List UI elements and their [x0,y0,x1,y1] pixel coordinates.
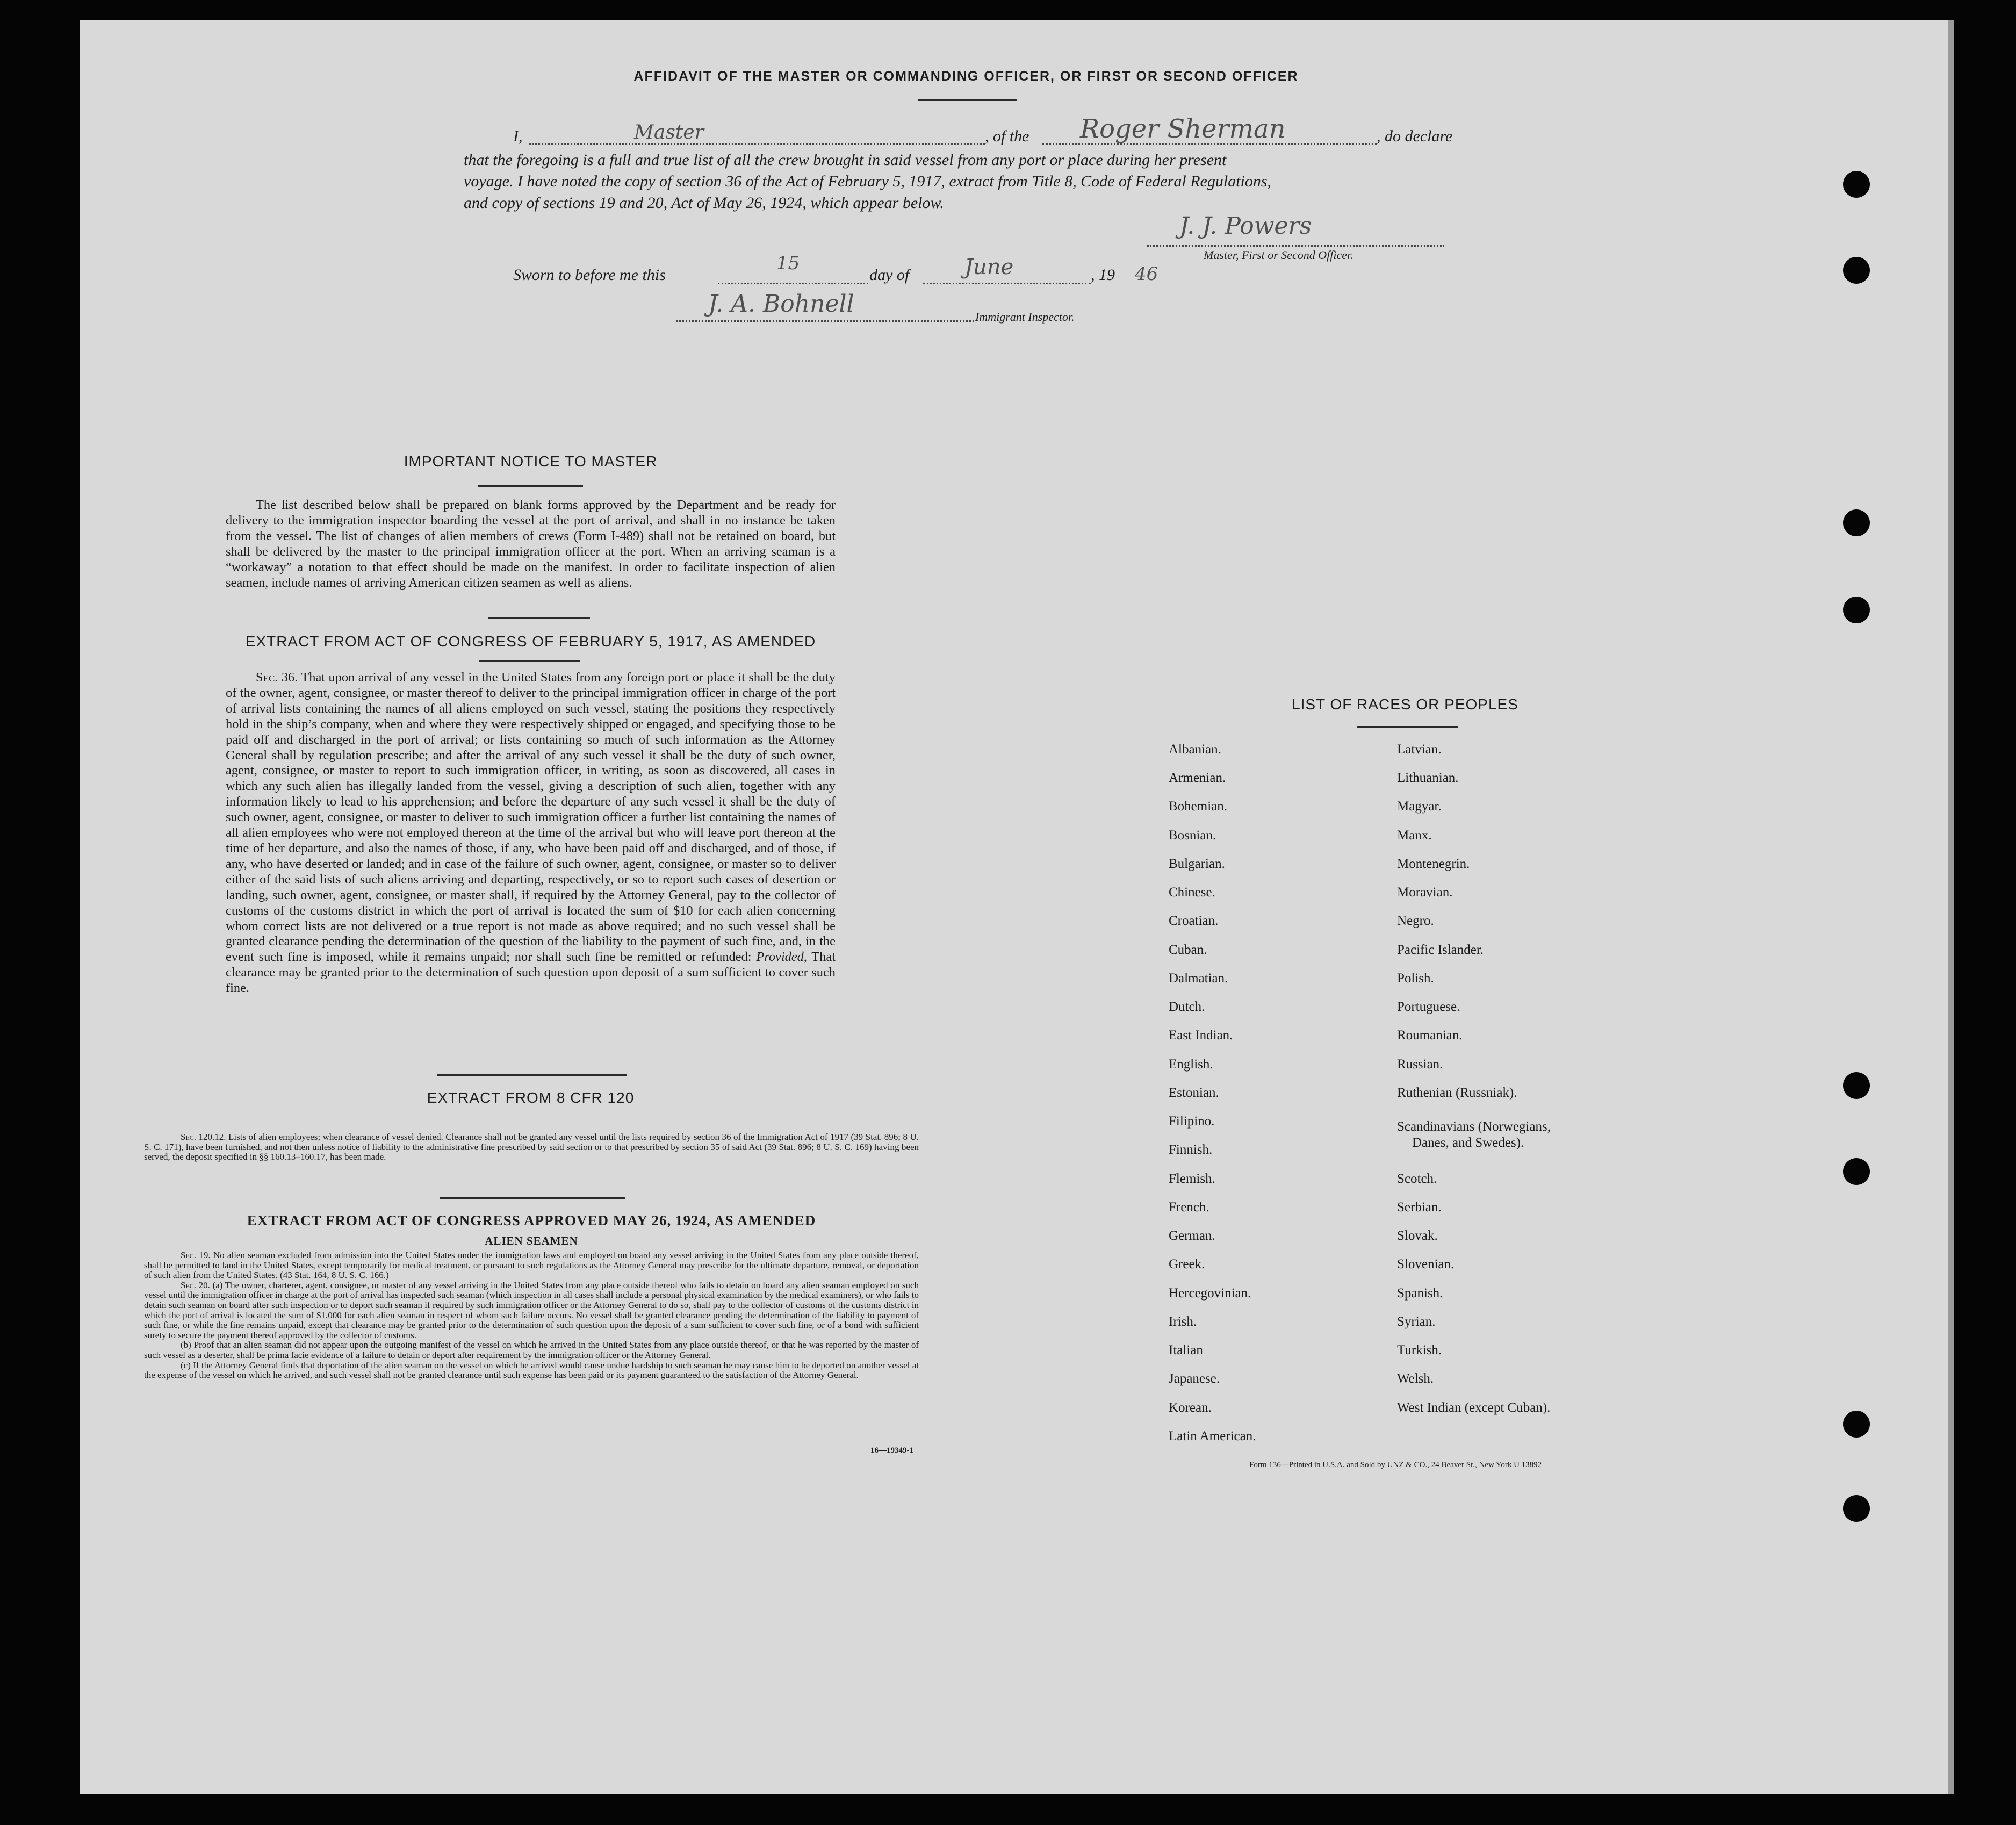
race-item: Bohemian. [1169,799,1228,814]
affidavit-i: I, [513,127,523,145]
race-item: Slovenian. [1397,1257,1455,1271]
race-item: Latin American. [1169,1429,1256,1443]
divider [488,617,590,619]
day-blank [718,283,868,284]
race-item: Dalmatian. [1169,971,1228,986]
divider [918,99,1017,101]
sec-19-text: No alien seaman excluded from admission into the United States under the immigration laws and employed on board any vessel arriving in the United States from any place outside thereof, shall be permitted to land in the United States, except temporarily for medical treatment, or pursuant to such regulations as the Attorney General may prescribe for the ultimate departure, removal, or deportation of such alien from the United States. (43 Stat. 164, 8 U. S. C. 166.) [144,1250,919,1281]
race-item: Scotch. [1397,1172,1437,1186]
extract-1924-section [144,1251,919,1381]
race-item: Scandinavians (Norwegians, [1397,1119,1551,1134]
sec-20-label: Sec. 20. [181,1280,210,1290]
sworn-day: 15 [776,253,800,274]
sec-36-text-b: That clearance may be granted prior to the determination of such question upon deposit of a sum sufficient to cover such fine. [226,950,836,996]
race-item: Danes, and Swedes). [1412,1136,1524,1150]
cfr-text: Lists of alien employees; when clearance of vessel denied. Clearance shall not be granted any vessel until the lists required by section 36 of the Immigration Act of 1917 (39 Stat. 896; 8 U. S. C. 171), have been furnished, and not then unless notice of liability to the administrative fine prescribed by said section or to that prescribed by section 35 of said Act (39 Stat. 896; 8 U. S. C. 169) having been served, the deposit specified in §§ 160.13–160.17, has been made. [144,1132,919,1162]
race-item: Ruthenian (Russniak). [1397,1086,1517,1100]
race-item: Manx. [1397,828,1432,843]
inspector-signature-line [676,320,974,322]
race-item: Pacific Islander. [1397,943,1484,957]
print-code: 16—19349-1 [870,1446,913,1455]
divider [478,485,583,487]
extract-1917-heading: EXTRACT FROM ACT OF CONGRESS OF FEBRUARY 5, 1917, AS AMENDED [245,633,816,650]
inspector-caption: Immigrant Inspector. [975,310,1075,324]
provided-text: Provided, [756,950,807,965]
race-item: Welsh. [1397,1371,1434,1386]
vessel-handwriting: Roger Sherman [1080,114,1286,144]
race-item: Bulgarian. [1169,857,1225,871]
of-the-text: , of the [985,127,1029,145]
affidavit-body: that the foregoing is a full and true list of all the crew brought in said vessel from any port or place during her present [464,151,1227,169]
extract-1924-heading: EXTRACT FROM ACT OF CONGRESS APPROVED MAY 26, 1924, AS AMENDED [247,1212,816,1228]
master-caption: Master, First or Second Officer. [1204,248,1353,262]
race-item: Estonian. [1169,1086,1219,1100]
punch-hole [1843,1158,1870,1185]
punch-hole [1843,1495,1870,1522]
punch-hole [1843,1411,1870,1438]
race-item: Cuban. [1169,943,1207,957]
divider [437,1074,627,1076]
day-of-text: day of [869,266,910,284]
affidavit-body: and copy of sections 19 and 20, Act of May 26, 1924, which appear below. [464,194,944,212]
race-item: East Indian. [1169,1028,1233,1043]
race-item: Japanese. [1169,1371,1220,1386]
race-item: Latvian. [1397,742,1442,757]
sec-36-label: Sec. 36. [256,670,298,685]
race-item: Magyar. [1397,799,1442,814]
master-signature-line [1147,245,1444,247]
race-item: Negro. [1397,914,1434,928]
declare-text: , do declare [1377,127,1453,145]
race-item: Serbian. [1397,1200,1442,1215]
punch-hole [1843,171,1870,198]
sec-20a-text: (a) The owner, charterer, agent, consignee, or master of any vessel arriving in the United States from any place outside thereof who fails to detain on board any alien seaman employed on such vessel until the immigration officer in charge at the port of arrival has inspected such seaman (which inspection in all cases shall include a personal physical examination by the medical examiners), or who fails to detain such seaman on board after such inspection or to deport such seaman if required by such immigration officer or the Attorney General to do so, shall pay to the collector of customs of the customs district in which the port of arrival is located the sum of $1,000 for each alien seaman in respect of whom such failure occurs. No vessel shall be granted clearance pending the determination of the liability to payment of such fine, or while the fine remains unpaid, except that clearance may be granted prior to the determination of such question upon the deposit of a sum sufficient to cover such fine, or of a bond with sufficient surety to secure the payment thereof approved by the collector of customs. [144,1280,919,1340]
race-item: Albanian. [1169,742,1221,757]
race-item: Slovak. [1397,1228,1438,1243]
race-item: Korean. [1169,1400,1212,1415]
race-item: Polish. [1397,971,1434,986]
race-item: Irish. [1169,1314,1197,1329]
race-item: Moravian. [1397,885,1453,900]
alien-seamen-subheading: ALIEN SEAMEN [485,1234,578,1247]
sworn-month: June [964,255,1014,279]
name-blank [529,143,985,145]
race-item: West Indian (except Cuban). [1397,1400,1551,1415]
inspector-signature: J. A. Bohnell [708,290,854,318]
punch-hole [1843,1072,1870,1099]
affidavit-heading: AFFIDAVIT OF THE MASTER OR COMMANDING OFFICER, OR FIRST OR SECOND OFFICER [633,69,1299,84]
race-item: Italian [1169,1343,1203,1357]
year-suffix: 46 [1135,263,1158,285]
sec-19-label: Sec. 19. [181,1250,211,1260]
race-item: Lithuanian. [1397,771,1459,785]
race-item: Croatian. [1169,914,1219,928]
race-item: Roumanian. [1397,1028,1463,1043]
race-item: Flemish. [1169,1172,1215,1186]
sworn-text: Sworn to before me this [513,266,666,284]
notice-section [226,498,836,591]
race-item: Syrian. [1397,1314,1436,1329]
race-item: English. [1169,1057,1213,1072]
race-item: Portuguese. [1397,1000,1460,1014]
race-item: Hercegovinian. [1169,1286,1251,1301]
race-item: French. [1169,1200,1209,1215]
divider [479,660,580,662]
form-note: Form 136—Printed in U.S.A. and Sold by UNZ & CO., 24 Beaver St., New York U 13892 [1249,1461,1542,1469]
affidavit-body: voyage. I have noted the copy of section 36 of the Act of February 5, 1917, extract from Title 8, Code of Federal Regulations, [464,173,1272,190]
cfr-heading: EXTRACT FROM 8 CFR 120 [427,1089,635,1106]
race-item: Montenegrin. [1397,857,1470,871]
month-blank [923,283,1091,284]
punch-hole [1843,597,1870,623]
race-item: Russian. [1397,1057,1443,1072]
extract-1917-section [226,670,836,996]
race-item: Chinese. [1169,885,1215,900]
notice-heading: IMPORTANT NOTICE TO MASTER [404,453,658,470]
year-prefix: , 19 [1091,266,1115,284]
cfr-section [144,1132,919,1162]
divider [1357,726,1458,728]
sec-120-label: Sec. 120.12. [181,1132,226,1142]
race-item: Dutch. [1169,1000,1205,1014]
race-item: Greek. [1169,1257,1205,1271]
race-item: Filipino. [1169,1114,1215,1129]
master-signature: J. J. Powers [1179,212,1312,240]
race-item: Turkish. [1397,1343,1442,1357]
race-item: Finnish. [1169,1143,1213,1157]
master-handwriting: Master [634,121,704,143]
race-item: Bosnian. [1169,828,1216,843]
sec-36-text: That upon arrival of any vessel in the United States from any foreign port or place it shall be the duty of the owner, agent, consignee, or master thereof to deliver to the principal immigration officer in charge of the port of arrival lists containing the names of all aliens employed on such vessel, stating the positions they respectively hold in the ship’s company, when and where they were respectively shipped or engaged, and specifying those to be paid off and discharged in the port of arrival; or lists containing so much of such information as the Attorney General shall by regulation prescribe; and after the arrival of any such vessel it shall be the duty of such owner, agent, consignee, or master to report to such immigration officer, in writing, as soon as discovered, all cases in which any such alien has illegally landed from the vessel, giving a description of such alien, together with any information likely to lead to his apprehension; and before the departure of any such vessel it shall be the duty of such owner, agent, consignee, or master to deliver to such immigration officer a further list containing the names of all alien employees who were not employed thereon at the time of the arrival but who will leave port thereon at the time of her departure, and also the names of those, if any, who have been paid off and discharged, and of those, if any, who have deserted or landed; and in case of the failure of such owner, agent, consignee, or master so to deliver either of the said lists of such aliens arriving and departing, respectively, or so to report such cases of desertion or landing, such owner, agent, consignee, or master shall, if required by the Attorney General, pay to the collector of customs of the customs district in which the port of arrival is located the sum of $10 for each alien concerning whom correct lists are not delivered or a true report is not made as above required; and no such vessel shall be granted clearance pending the determination of the question of the liability to the payment of such fine, and, in the event such fine is imposed, while it remains unpaid; nor shall such fine be remitted or refunded: [226,670,836,965]
race-item: Spanish. [1397,1286,1443,1301]
notice-text: The list described below shall be prepared on blank forms approved by the Department and be ready for delivery to the immigration inspector boarding the vessel at the port of arrival, and shall in no instance be taken from the vessel. The list of changes of alien members of crews (Form I-489) shall not be retained on board, but shall be delivered by the master to the principal immigration officer at the port. When an arriving seaman is a “workaway” a notation to that effect should be made on the manifest. In order to facilitate inspection of alien seamen, include names of arriving American citizen seamen as well as aliens. [226,498,836,590]
race-item: Armenian. [1169,771,1226,785]
race-item: German. [1169,1228,1215,1243]
punch-hole [1843,257,1870,284]
divider [440,1197,625,1199]
sec-20c-text: (c) If the Attorney General finds that deportation of the alien seaman on the vessel on which he arrived would cause undue hardship to such seaman he may cause him to be deported on another vessel at the expense of the vessel on which he arrived, and such vessel shall not be granted clearance until such expense has been paid or its payment guaranteed to the satisfaction of the Attorney General. [144,1360,919,1381]
races-heading: LIST OF RACES OR PEOPLES [1292,696,1518,713]
punch-hole [1843,509,1870,536]
sec-20b-text: (b) Proof that an alien seaman did not appear upon the outgoing manifest of the vessel on which he arrived in the United States from any place outside thereof, or that he was reported by the master of such vessel as a deserter, shall be prima facie evidence of a failure to detain or deport after requirement by the immigration officer or the Attorney General. [144,1340,919,1360]
